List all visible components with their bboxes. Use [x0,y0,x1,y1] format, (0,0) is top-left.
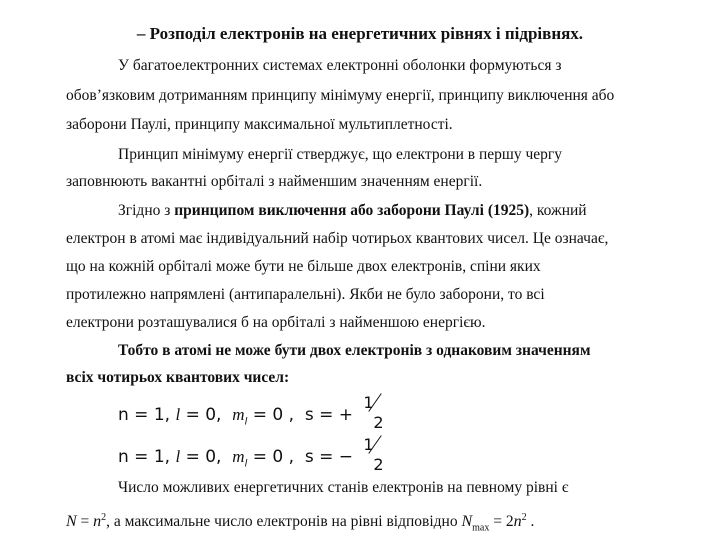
paragraph-line: електрони розташувалися б на орбіталі з найменшою енергією. [66,314,486,331]
paragraph-line: Тобто в атомі не може бути двох електронів з однаковим значенням [118,342,591,359]
paragraph-line: обов’язковим дотриманням принципу мінімуму енергії, принципу виключення або [66,87,615,104]
states-count-line: $N = n^2$, а максимальне число електронів на рівні відповідно $N_{max} = 2n^2$ . [66,512,535,534]
paragraph-line: заповнюють вакантні орбіталі з найменшим значенням енергії. [66,173,483,190]
paragraph-line: протилежно напрямлені (антипаралельні). Якби не було заборони, то всі [66,286,545,303]
paragraph-line [118,201,587,221]
paragraph-text: , кожний [529,202,587,219]
paragraph-line: електрон в атомі має індивідуальний набір чотирьох квантових чисел. Це означає, [66,230,609,247]
paragraph-line: У багатоелектронних системах електронні оболонки формуються з [118,57,562,74]
pauli-principle-term: принципом виключення або заборони Паулі (1925) [174,202,530,219]
paragraph-line: всіх чотирьох квантових чисел: [66,369,290,386]
paragraph-line: що на кожній орбіталі може бути не більше двох електронів, спіни яких [66,258,541,275]
quantum-numbers-formula-2: n = 1, l = 0, $m_l = 0$ , s = − 1 2 [118,440,388,475]
quantum-numbers-formula-1: n = 1, l = 0, $m_l = 0$ , s = + 1 2 [118,398,388,433]
paragraph-line: заборони Паулі, принципу максимальної мультиплетності. [66,116,453,133]
paragraph-line: Принцип мінімуму енергії стверджує, що електрони в першу чергу [118,146,563,163]
paragraph-line: Число можливих енергетичних станів електронів на певному рівні є [118,479,569,496]
paragraph-text: Згідно з [118,202,175,219]
fraction-one-half: 1 2 [363,435,384,474]
fraction-one-half: 1 2 [363,393,384,432]
section-heading: – Розподіл електронів на енергетичних рівнях і підрівнях. [136,24,584,43]
